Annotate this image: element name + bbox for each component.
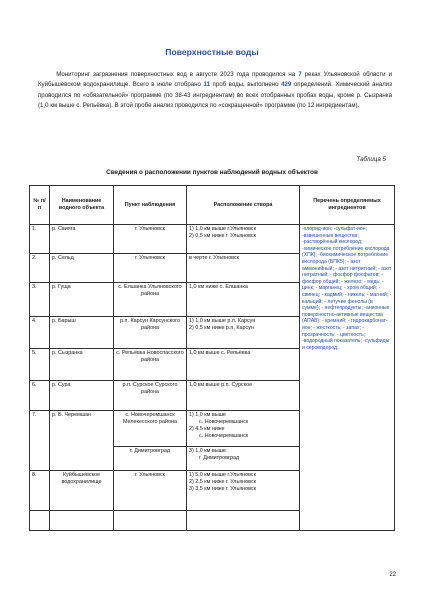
site-line: в черте г. Ульяновск <box>189 255 240 261</box>
row-point: г. Ульяновск <box>114 225 187 254</box>
row-sites <box>187 317 300 349</box>
row-point: р.п. Карсун Карсунского района <box>114 317 187 349</box>
site-line: 1) 1,0 км выше р.п. Карсун <box>189 318 256 324</box>
table-title: Сведения о расположении пунктов наблюдений водных объектов <box>106 169 318 176</box>
row-object: р. Сызранка <box>50 349 114 381</box>
row-object: р. Сура <box>50 381 114 411</box>
spacer-cell <box>50 511 114 531</box>
site-line: 3) 1,0 км выше <box>189 448 226 454</box>
site-line: 1,0 км выше с. Репьёвка <box>189 350 251 356</box>
para-text-2: реках Ульяновской области и Куйбышевском водохранилище. Всего в июле отобрано <box>38 71 392 89</box>
header-site: Расположение створа <box>187 186 300 225</box>
spacer-cell <box>30 511 50 531</box>
row-num: 8. <box>30 471 50 511</box>
page-number: 22 <box>389 572 396 578</box>
site-line: 1) 1,0 км выше <box>189 412 226 418</box>
row-point: с. Елшанка Ульяновского района <box>114 283 187 317</box>
row-point: с. Новочеремшанск Мелекесского района <box>114 411 187 447</box>
site-line: с. Новочеремшанск <box>199 433 249 439</box>
site-line: 2) 0,5 км ниже г. Ульяновск <box>189 233 257 239</box>
row-sites <box>187 254 300 283</box>
page-title: Поверхностные воды <box>165 47 259 57</box>
site-line: 1) 1,0 км выше г.Ульяновск <box>189 226 256 232</box>
row-num: 3. <box>30 283 50 317</box>
row-sites <box>187 411 300 447</box>
row-object: Куйбышевское водохранилище <box>50 471 114 511</box>
header-object: Наименование водного объекта <box>50 186 114 225</box>
row-object: р. Сельд <box>50 254 114 283</box>
header-point: Пункт наблюдения <box>114 186 187 225</box>
spacer-cell <box>187 511 300 531</box>
intro-paragraph <box>38 70 392 112</box>
row-num: 5. <box>30 349 50 381</box>
site-line: 2) 2,5 км ниже г. Ульяновск <box>189 479 257 485</box>
site-line: 2) 4,5 км ниже <box>189 426 225 432</box>
para-text-3: проб воды, выполнено <box>209 81 282 89</box>
site-line: с. Новочеремшанск <box>199 419 249 425</box>
row-point: г. Ульяновск <box>114 471 187 511</box>
table-row <box>30 225 395 254</box>
observation-points-table <box>29 185 395 531</box>
row-num: 6. <box>30 381 50 411</box>
para-text-4: определений. Химический анализ проводился по «обязательной» программе (по 38-43 ингредиентам) во всех отобранных пробах воды, кроме р. Сызранка (1,0 км выше с. Репьёвка). В этой пробе анализ проводился по «сокращенной» программе (по 12 ингредиентам). <box>38 81 392 110</box>
site-line: 1) 5,0 км выше г.Ульяновск <box>189 472 256 478</box>
header-num: № п/п <box>30 186 50 225</box>
site-line: 1,0 км ниже с. Елшанка <box>189 284 248 290</box>
site-line: г. Димитровград <box>199 455 240 461</box>
row-object: р. Гуща <box>50 283 114 317</box>
ingredients-list: -хлорид-ион; -сульфат-ион; -взвешенные вещества; -растворённый кислород; -химическое потребление кислорода (ХПК); -биохимическое потребление кислорода (БПК5); - азот аммонийный; - азот нитритный; - азот нитратный; - фосфор фосфатов; - фосфор общий; - железо; - медь; - цинк; - марганец; - хром общий; - свинец; - кадмий; - никель; - магний; - кальций; - летучие фенолы (в сумме); - нефтепродукты; -анионные поверхностно-активные вещества (АПАВ); - кремний; - гидрокарбонат-ион; - жесткость; - запах; - прозрачность; - цветность; -водородный показатель; -сульфиды и сероводород. <box>300 225 395 531</box>
table-header-row <box>30 186 395 225</box>
header-ingredients: Перечень определяемых ингредиентов <box>300 186 395 225</box>
row-num: 7. <box>30 411 50 471</box>
row-num: 1. <box>30 225 50 254</box>
row-sites <box>187 349 300 381</box>
determinations-count: 429 <box>281 81 292 89</box>
row-sites <box>187 447 300 471</box>
row-point: г. Ульяновск <box>114 254 187 283</box>
row-object: р. Барыш <box>50 317 114 349</box>
site-line: 3) 3,5 км ниже г. Ульяновск <box>189 486 257 492</box>
row-object: р. Б. Черемшан <box>50 411 114 471</box>
row-point: г. Димитровград <box>114 447 187 471</box>
row-sites <box>187 225 300 254</box>
row-object: р. Свияга <box>50 225 114 254</box>
samples-count: 11 <box>203 81 210 89</box>
para-text-1: Мониторинг загрязнения поверхностных вод в августе 2023 года проводился на <box>56 71 299 78</box>
row-sites <box>187 471 300 511</box>
rivers-count: 7 <box>298 71 302 78</box>
row-num: 2. <box>30 254 50 283</box>
row-point: с. Репьёвка Новоспасского района <box>114 349 187 381</box>
table-number: Таблица 5 <box>356 156 386 163</box>
site-line: 2) 0,5 км ниже р.п. Карсун <box>189 325 254 331</box>
row-num: 4. <box>30 317 50 349</box>
row-point: р.п. Сурское Сурского района <box>114 381 187 411</box>
row-sites <box>187 381 300 411</box>
spacer-cell <box>114 511 187 531</box>
row-sites <box>187 283 300 317</box>
site-line: 1,0 км выше р.п. Сурское <box>189 382 253 388</box>
